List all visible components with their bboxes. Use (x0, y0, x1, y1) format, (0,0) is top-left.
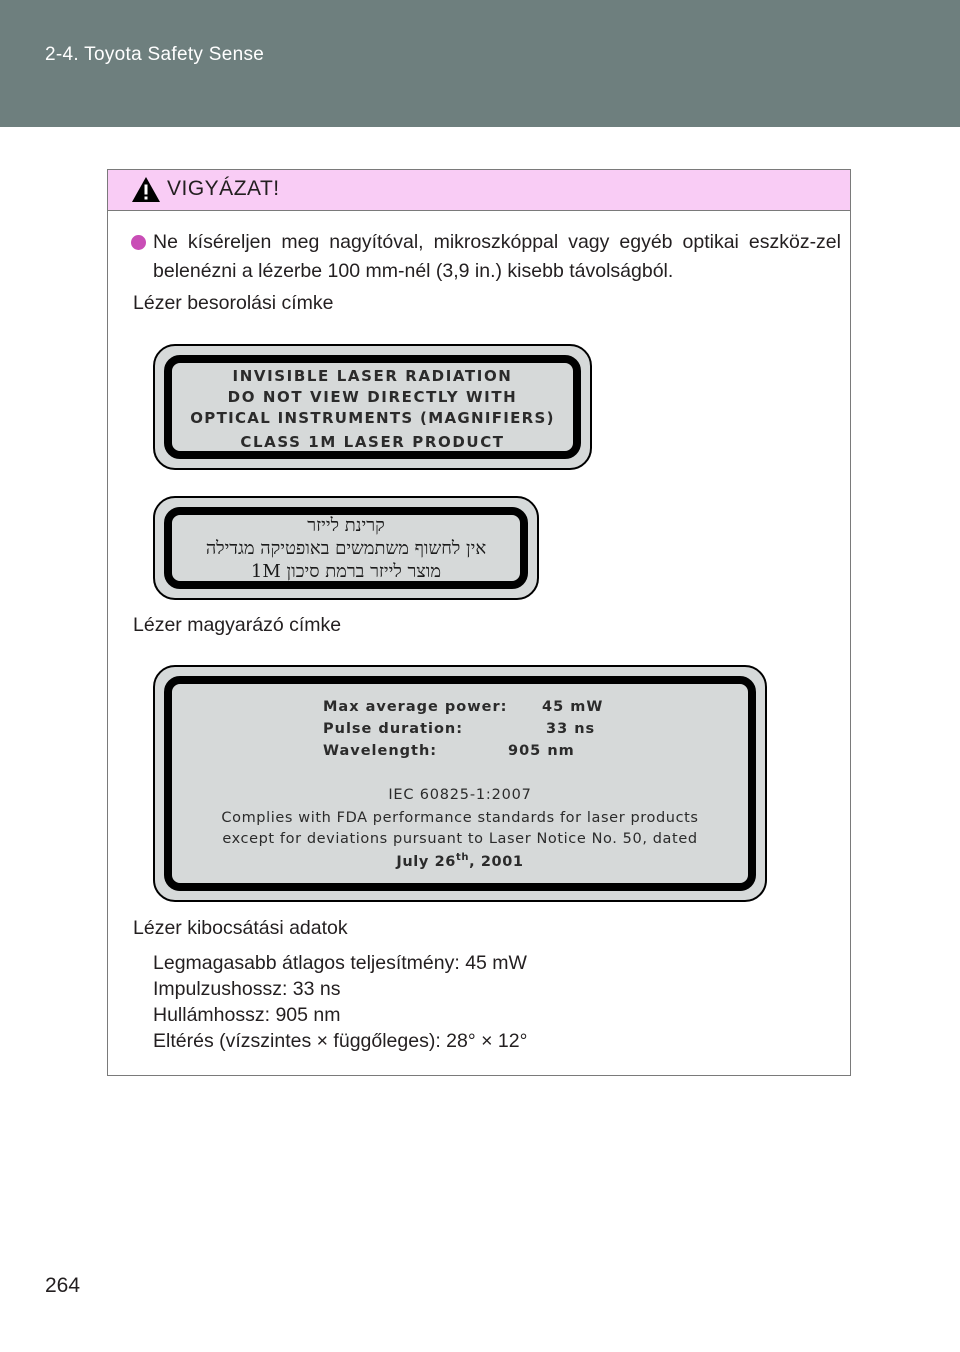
iec-standard: IEC 60825-1:2007 (388, 787, 532, 803)
notice-date (172, 852, 748, 870)
caution-bullet-text: Ne kíséreljen meg nagyítóval, mikroszkóppal vagy egyéb optikai eszköz-zel belenézni a lézerbe 100 mm-nél (3,9 in.) kisebb távolságból. (153, 231, 841, 282)
laser-hebrew-label (153, 496, 539, 600)
page-header (0, 0, 960, 127)
laser-classification-label (153, 344, 592, 470)
section-title: 2-4. Toyota Safety Sense (45, 44, 265, 65)
emission-line: Impulzushossz: 33 ns (153, 978, 341, 1000)
page-number: 264 (45, 1274, 81, 1297)
label-line: INVISIBLE LASER RADIATION (232, 367, 513, 385)
date-prefix: July 26 (396, 853, 456, 870)
date-suffix: , 2001 (469, 853, 524, 870)
spec-name: Wavelength: (323, 743, 438, 759)
caution-title: VIGYÁZAT! (167, 177, 280, 200)
warning-triangle-icon (131, 176, 161, 203)
spec-value: 45 mW (542, 699, 604, 715)
fda-compliance-line: Complies with FDA performance standards for laser products (221, 810, 699, 826)
spec-value: 33 ns (546, 721, 596, 737)
explanatory-label-caption: Lézer magyarázó címke (133, 614, 342, 636)
spec-name: Max average power: (323, 699, 508, 715)
label-line: OPTICAL INSTRUMENTS (MAGNIFIERS) (190, 409, 555, 427)
label-line: DO NOT VIEW DIRECTLY WITH (227, 388, 518, 406)
emission-data-caption: Lézer kibocsátási adatok (133, 917, 348, 939)
label-line: CLASS 1M LASER PRODUCT (240, 433, 505, 451)
hebrew-line: אין לחשוף משתמשים באופטיקה מגדילה (205, 538, 487, 559)
bullet-icon (131, 235, 146, 250)
hebrew-line: קרינת לייזר (307, 515, 385, 536)
spec-value: 905 nm (508, 743, 575, 759)
date-superscript: th (455, 852, 470, 863)
emission-line: Legmagasabb átlagos teljesítmény: 45 mW (153, 952, 527, 974)
caution-header (108, 170, 850, 211)
classification-label-caption: Lézer besorolási címke (133, 292, 334, 314)
laser-explanatory-label (153, 665, 767, 902)
fda-compliance-line: except for deviations pursuant to Laser Notice No. 50, dated (222, 831, 698, 847)
emission-line: Eltérés (vízszintes × függőleges): 28° × 12° (153, 1030, 528, 1052)
spec-name: Pulse duration: (323, 721, 464, 737)
hebrew-line: מוצר לייזר ברמת סיכון 1M (250, 561, 442, 582)
caution-box (107, 169, 851, 1076)
emission-line: Hullámhossz: 905 nm (153, 1004, 341, 1026)
